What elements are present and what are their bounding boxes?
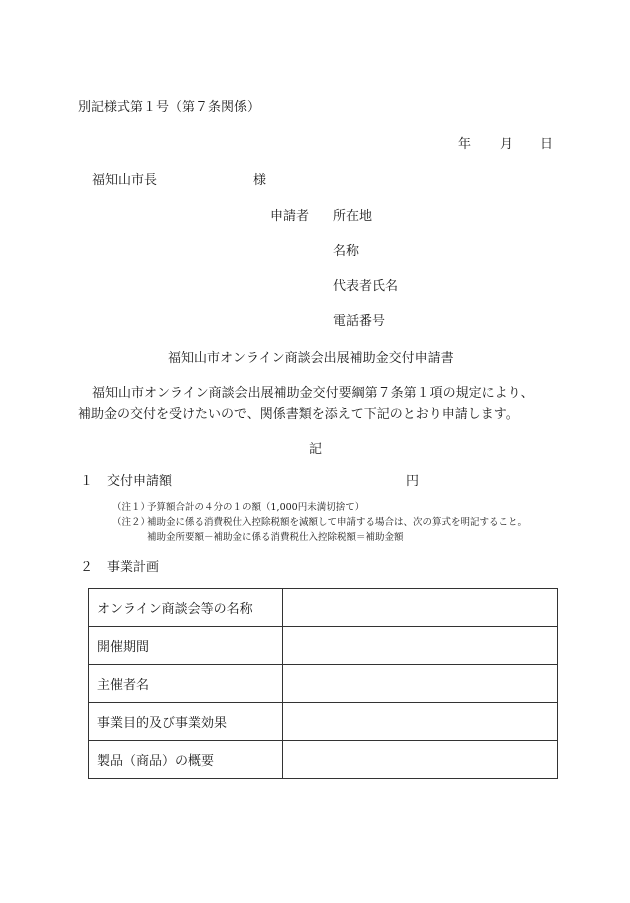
addressee-name: 福知山市長 xyxy=(92,173,158,188)
table-row xyxy=(89,665,558,703)
addressee-honorific: 様 xyxy=(253,173,267,188)
note2-text: 補助金に係る消費税仕入控除税額を減額して申請する場合は、次の算式を明記すること。 xyxy=(147,517,528,528)
row-label-purpose: 事業目的及び事業効果 xyxy=(89,703,283,741)
body-text-line2: 補助金の交付を受けたいので、関係書類を添えて下記のとおり申請します。 xyxy=(78,407,519,422)
row-label-organizer: 主催者名 xyxy=(89,665,283,703)
business-plan-table xyxy=(88,588,558,779)
section1-title: 交付申請額 xyxy=(107,474,173,489)
table-row xyxy=(89,703,558,741)
section2-number: ２ xyxy=(80,560,94,575)
row-label-event-name: オンライン商談会等の名称 xyxy=(89,589,283,627)
row-label-product-overview: 製品（商品）の概要 xyxy=(89,741,283,779)
document-title: 福知山市オンライン商談会出展補助金交付申請書 xyxy=(168,351,454,366)
section1-number: １ xyxy=(80,474,94,489)
body-text-line1: 福知山市オンライン商談会出展補助金交付要綱第７条第１項の規定により、 xyxy=(92,386,534,401)
note2-mark: （注２） xyxy=(112,517,151,528)
row-label-period: 開催期間 xyxy=(89,627,283,665)
note1-mark: （注１） xyxy=(112,502,151,513)
date-year-label: 年 xyxy=(458,137,472,152)
date-month-label: 月 xyxy=(500,137,514,152)
section1-unit: 円 xyxy=(406,474,420,489)
form-number: 別記様式第１号（第７条関係） xyxy=(78,100,261,115)
applicant-representative-label: 代表者氏名 xyxy=(333,279,399,294)
note2-formula: 補助金所要額－補助金に係る消費税仕入控除税額＝補助金額 xyxy=(147,532,404,543)
note1-text: 予算額合計の４分の１の額（1,000円未満切捨て） xyxy=(147,502,365,513)
table-row xyxy=(89,627,558,665)
applicant-phone-label: 電話番号 xyxy=(333,314,386,329)
ki-heading: 記 xyxy=(309,442,323,457)
applicant-label: 申請者 xyxy=(270,209,310,224)
row-value-period[interactable] xyxy=(283,627,558,665)
row-value-purpose[interactable] xyxy=(283,703,558,741)
row-value-event-name[interactable] xyxy=(283,589,558,627)
applicant-address-label: 所在地 xyxy=(333,209,373,224)
row-value-product-overview[interactable] xyxy=(283,741,558,779)
date-day-label: 日 xyxy=(540,137,554,152)
section2-title: 事業計画 xyxy=(107,560,160,575)
applicant-name-label: 名称 xyxy=(333,244,360,259)
row-value-organizer[interactable] xyxy=(283,665,558,703)
table-row xyxy=(89,741,558,779)
table-row xyxy=(89,589,558,627)
